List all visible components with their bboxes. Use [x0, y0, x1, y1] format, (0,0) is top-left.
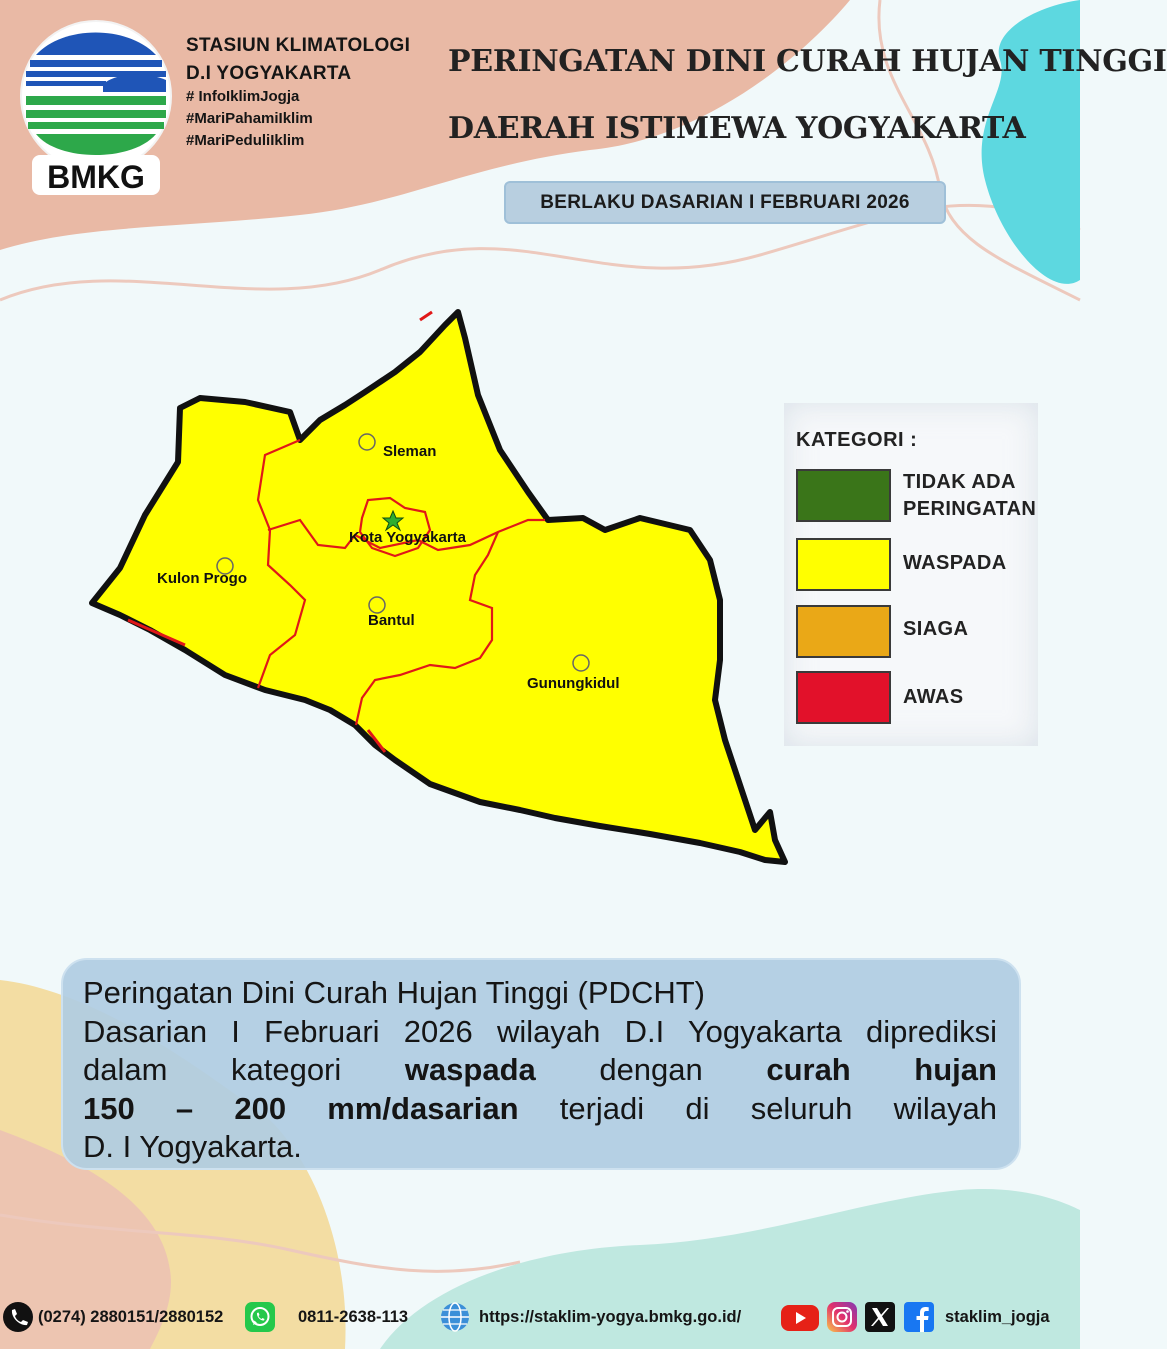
legend-swatch-waspada	[796, 538, 891, 591]
province-outline	[92, 312, 785, 862]
category-waspada: waspada	[404, 1052, 536, 1087]
validity-period-badge: BERLAKU DASARIAN I FEBRUARI 2026	[504, 181, 946, 224]
legend-swatch-tidak-ada-peringatan	[796, 469, 891, 522]
page-title-line2: DAERAH ISTIMEWA YOGYAKARTA	[448, 111, 1026, 146]
whatsapp-number: 0811-2638-113	[298, 1307, 409, 1326]
legend-label-tidak-ada-peringatan	[903, 469, 1036, 523]
phone-number: (0274) 2880151/2880152	[38, 1307, 224, 1326]
youtube-icon[interactable]	[780, 1301, 820, 1333]
instagram-icon[interactable]	[826, 1301, 858, 1333]
station-line2: D.I YOGYAKARTA	[186, 63, 352, 84]
social-handle[interactable]: staklim_jogja	[945, 1307, 1050, 1326]
page-title-line1: PERINGATAN DINI CURAH HUJAN TINGGI	[448, 44, 1167, 79]
station-line1: STASIUN KLIMATOLOGI	[186, 35, 411, 56]
footer-phone[interactable]	[2, 1300, 223, 1334]
rainfall-unit: mm/dasarian	[327, 1090, 519, 1126]
coast-accent-north	[420, 312, 432, 320]
whatsapp-icon	[244, 1301, 276, 1333]
legend-label-siaga: SIAGA	[903, 618, 969, 640]
footer-social	[780, 1300, 1050, 1334]
warning-description	[61, 958, 1021, 1170]
legend-label-peringatan: PERINGATAN	[903, 498, 1037, 520]
legend-swatch-siaga	[796, 605, 891, 658]
hashtag-maripahamiiklim: #MariPahamiIklim	[186, 110, 313, 127]
footer-website[interactable]	[439, 1300, 741, 1334]
legend-title: KATEGORI :	[796, 429, 918, 451]
desc-line5: D. I Yogyakarta.	[83, 1129, 302, 1164]
legend-label-tidak-ada: TIDAK ADA	[903, 471, 1016, 493]
desc-line4: 150 – 200 mm/dasarian terjadi di seluruh wilayah	[83, 1090, 997, 1126]
legend-panel	[784, 403, 1038, 746]
label-kota-yogyakarta: Kota Yogyakarta	[349, 529, 466, 546]
legend-swatch-awas	[796, 671, 891, 724]
desc-line2: Dasarian I Februari 2026 wilayah D.I Yogyakarta diprediksi	[83, 1013, 997, 1049]
desc-heading: Peringatan Dini Curah Hujan Tinggi (PDCHT)	[83, 975, 705, 1010]
globe-icon	[439, 1301, 471, 1333]
legend-label-waspada: WASPADA	[903, 552, 1007, 574]
label-kulon-progo: Kulon Progo	[157, 570, 247, 587]
label-bantul: Bantul	[368, 612, 415, 629]
x-icon[interactable]	[864, 1301, 896, 1333]
hashtag-maripeduliiklim: #MariPeduliIklim	[186, 132, 305, 149]
facebook-icon[interactable]	[903, 1301, 935, 1333]
hashtag-infoiklimjogja: # InfoIklimJogja	[186, 88, 300, 105]
label-gunungkidul: Gunungkidul	[527, 675, 620, 692]
label-sleman: Sleman	[383, 443, 437, 460]
legend-label-awas: AWAS	[903, 686, 964, 708]
logo-text: BMKG	[47, 159, 145, 195]
phone-icon	[2, 1301, 34, 1333]
desc-line3: dalam kategori waspada dengan curah hujan	[83, 1052, 997, 1087]
website-url: https://staklim-yogya.bmkg.go.id/	[479, 1307, 742, 1326]
footer-whatsapp[interactable]	[244, 1300, 408, 1334]
